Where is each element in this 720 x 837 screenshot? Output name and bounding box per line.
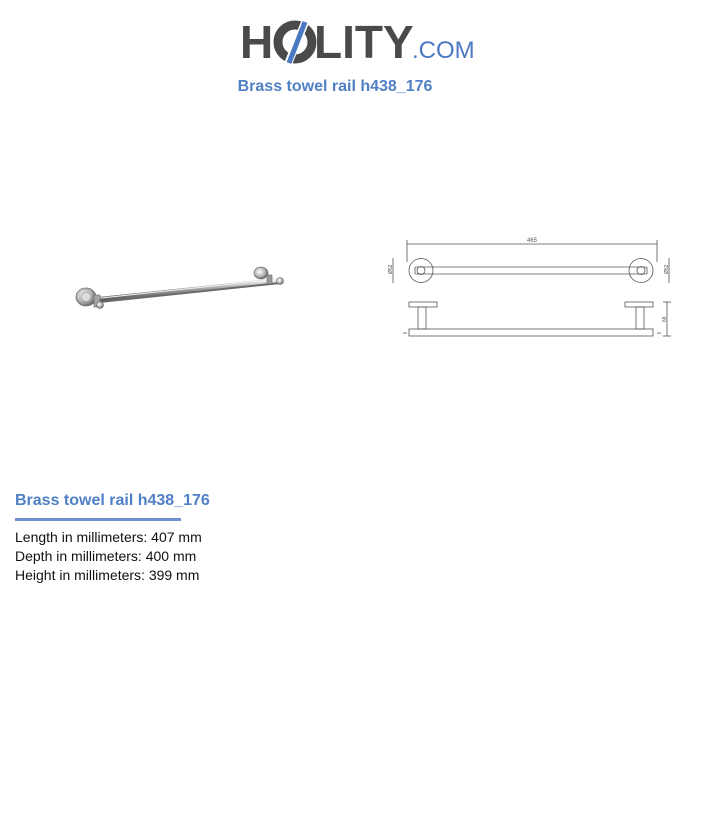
logo-graphic <box>240 14 480 70</box>
spec-height: Height in millimeters: 399 mm <box>15 567 200 583</box>
holity-logo[interactable] <box>240 14 480 70</box>
right-diameter-label: Ø52 <box>664 264 670 274</box>
logo-lity: LITY <box>314 16 414 68</box>
specs-list <box>15 528 202 585</box>
towel-rail-image <box>68 255 293 325</box>
spec-depth: Depth in millimeters: 400 mm <box>15 548 197 564</box>
specs-title: Brass towel rail h438_176 <box>15 492 210 509</box>
product-photo[interactable] <box>68 255 293 325</box>
specs-title-underline <box>15 518 181 521</box>
left-diameter-label: Ø52 <box>388 264 394 274</box>
height-label: 68 <box>662 316 668 322</box>
length-label: 465 <box>526 238 538 244</box>
page-title: Brass towel rail h438_176 <box>237 78 433 95</box>
logo-dotcom: .COM <box>412 37 475 64</box>
logo-h: H <box>240 16 274 68</box>
technical-drawing[interactable] <box>385 232 680 344</box>
spec-length: Length in millimeters: 407 mm <box>15 529 202 545</box>
dimension-diagram <box>385 232 680 344</box>
